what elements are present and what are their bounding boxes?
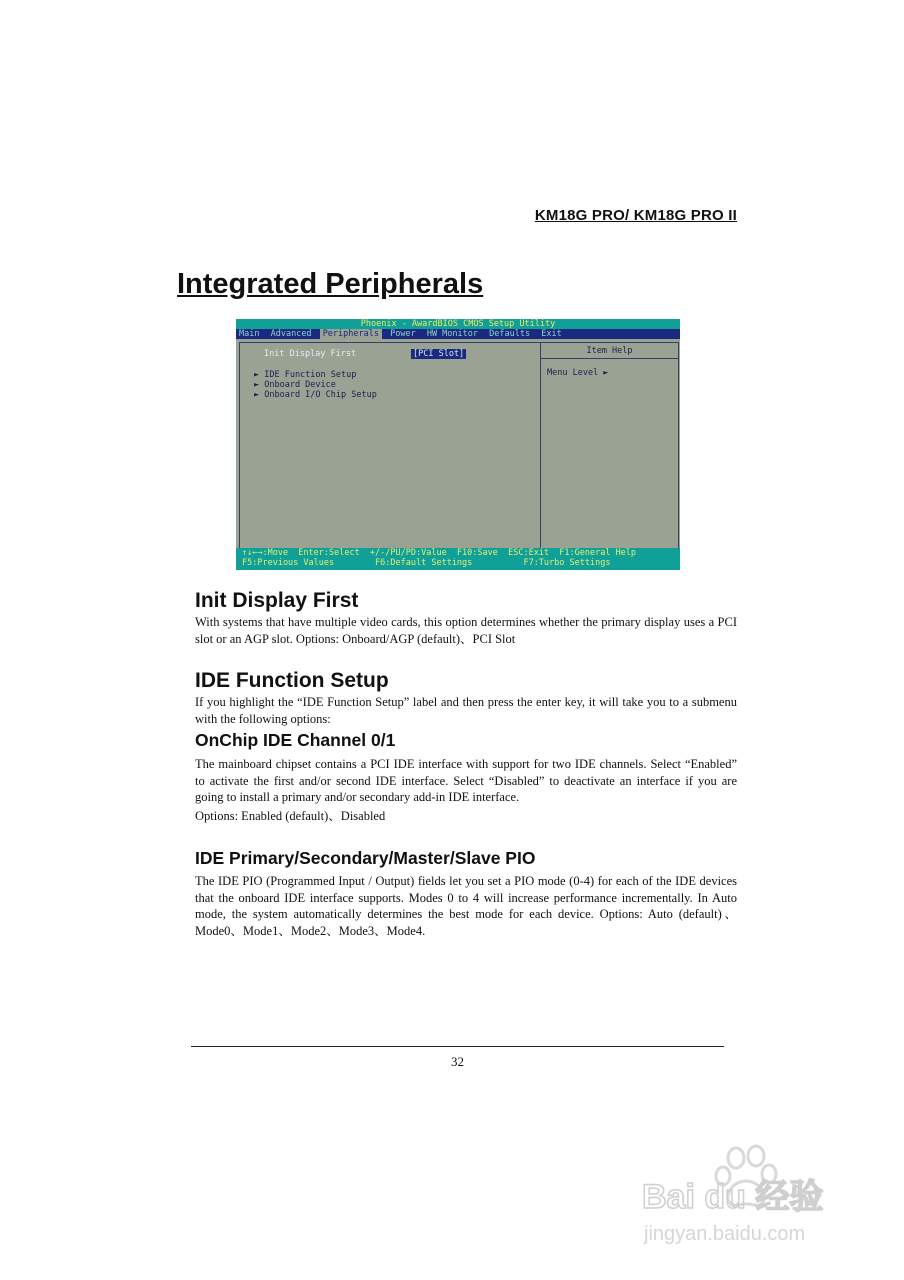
- init-display-body: With systems that have multiple video cards, this option determines whether the primary display uses a PCI slot or an AGP slot. Options: Onboard/AGP (default)、PCI Slot: [195, 615, 737, 646]
- bios-footer-line-1: ↑↓←→:Move Enter:Select +/-/PU/PD:Value F10:Save ESC:Exit F1:General Help: [242, 548, 637, 558]
- ide-function-heading: IDE Function Setup: [195, 669, 389, 692]
- ide-pio-body: The IDE PIO (Programmed Input / Output) fields let you set a PIO mode (0-4) for each of the IDE devices that the onboard IDE interface supports. Modes 0 to 4 will increase performance incrementally. In Auto mode, the system automatically determines the best mode for each device. Options: Auto (default)、Mode0、Mode1、Mode2、Mode3、Mode4.: [195, 874, 737, 938]
- bios-init-display-label: Init Display First: [264, 349, 357, 359]
- bios-help-title: Item Help: [541, 346, 678, 359]
- bios-menu-bar: [236, 329, 680, 339]
- bios-submenu-ide: ► IDE Function Setup: [254, 370, 357, 380]
- bios-menu-peripherals: Peripherals: [320, 329, 382, 339]
- init-display-heading: Init Display First: [195, 589, 359, 612]
- bios-title-bar: Phoenix - AwardBIOS CMOS Setup Utility: [236, 319, 680, 329]
- onchip-ide-options: Options: Enabled (default)、Disabled: [195, 809, 386, 823]
- bios-menu-defaults: Defaults: [489, 329, 531, 339]
- onchip-ide-heading: OnChip IDE Channel 0/1: [195, 730, 396, 750]
- onchip-ide-body: The mainboard chipset contains a PCI IDE interface with support for two IDE channels. Select “Enabled” to activate the first and/or second IDE interface. Select “Disabled” to deactivate an interface if you are going to install a primary and/or secondary add-in IDE interface.: [195, 757, 737, 804]
- bios-submenu-onboard-io: ► Onboard I/O Chip Setup: [254, 390, 377, 400]
- bios-screenshot: [236, 319, 680, 570]
- bios-menu-main: Main: [239, 329, 260, 339]
- bios-menu-advanced: Advanced: [270, 329, 312, 339]
- bios-menu-power: Power: [390, 329, 416, 339]
- bios-help-panel: [540, 342, 679, 566]
- bios-help-menu-level: Menu Level ►: [547, 368, 609, 378]
- ide-function-body: If you highlight the “IDE Function Setup” label and then press the enter key, it will take you to a submenu with the following options:: [195, 695, 737, 726]
- bios-menu-exit: Exit: [541, 329, 562, 339]
- watermark-url: jingyan.baidu.com: [644, 1223, 806, 1245]
- baidu-watermark-logo: [638, 1142, 858, 1252]
- ide-pio-heading: IDE Primary/Secondary/Master/Slave PIO: [195, 848, 536, 868]
- bios-footer-line-2: F5:Previous Values F6:Default Settings F7:Turbo Settings: [242, 558, 611, 568]
- model-header: KM18G PRO/ KM18G PRO II: [534, 207, 737, 224]
- watermark-brand: Bai du 经验: [642, 1178, 824, 1216]
- bios-footer: [236, 548, 680, 570]
- bios-submenu-onboard-device: ► Onboard Device: [254, 380, 336, 390]
- bios-menu-hw-monitor: HW Monitor: [426, 329, 479, 339]
- page-number: 32: [451, 1054, 464, 1069]
- footer-divider: [191, 1046, 724, 1047]
- bios-init-display-value: [PCI Slot]: [413, 349, 465, 359]
- page-title: Integrated Peripherals: [177, 268, 484, 300]
- bios-main-panel: [239, 342, 541, 566]
